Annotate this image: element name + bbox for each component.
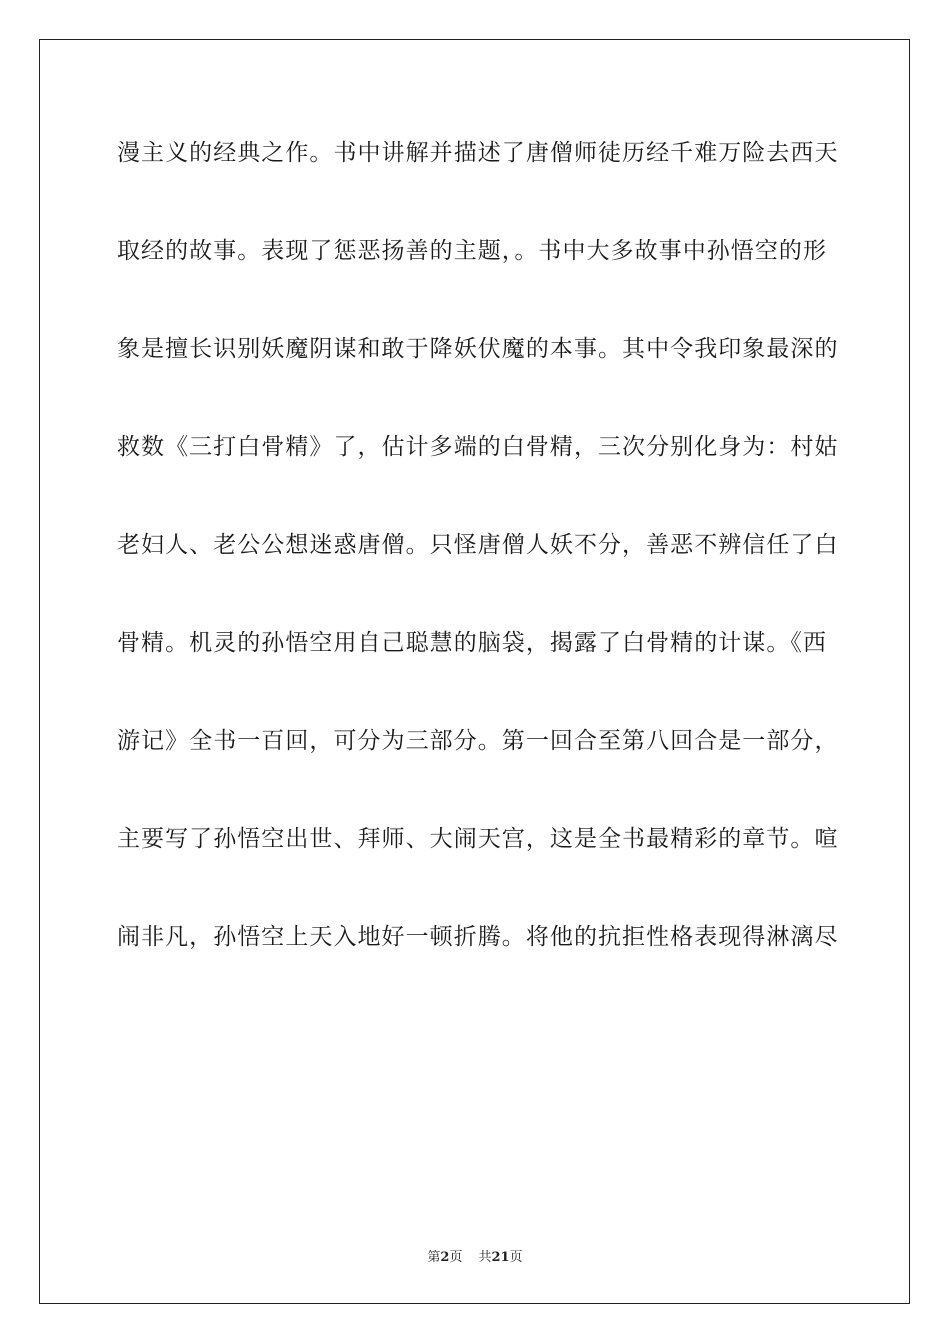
text-line: 取经的故事。表现了惩恶扬善的主题，。书中大多故事中孙悟空的形 <box>117 238 827 264</box>
page-suffix: 页 <box>449 1250 463 1265</box>
text-line: 游记》全书一百回，可分为三部分。第一回合至第八回合是一部分， <box>117 728 839 754</box>
page-prefix: 第 <box>427 1250 441 1265</box>
document-body <box>117 130 837 1012</box>
text-line: 漫主义的经典之作。书中讲解并描述了唐僧师徒历经千难万险去西天 <box>117 140 839 166</box>
text-line: 骨精。机灵的孙悟空用自己聪慧的脑袋，揭露了白骨精的计谋。《西 <box>117 630 827 656</box>
text-line: 象是擅长识别妖魔阴谋和敢于降妖伏魔的本事。其中令我印象最深的 <box>117 336 839 362</box>
current-page-number: 2 <box>440 1250 450 1265</box>
total-pages-number: 21 <box>491 1250 510 1265</box>
text-line: 救数《三打白骨精》了，估计多端的白骨精，三次分别化身为：村姑 <box>117 434 839 460</box>
page-footer <box>0 1246 950 1265</box>
total-suffix: 页 <box>509 1250 523 1265</box>
text-line: 老妇人、老公公想迷惑唐僧。只怪唐僧人妖不分，善恶不辨信任了白 <box>117 532 839 558</box>
text-line: 闹非凡，孙悟空上天入地好一顿折腾。将他的抗拒性格表现得淋漓尽 <box>117 924 839 950</box>
text-line: 主要写了孙悟空出世、拜师、大闹天宫，这是全书最精彩的章节。喧 <box>117 826 839 852</box>
total-prefix: 共 <box>478 1250 492 1265</box>
